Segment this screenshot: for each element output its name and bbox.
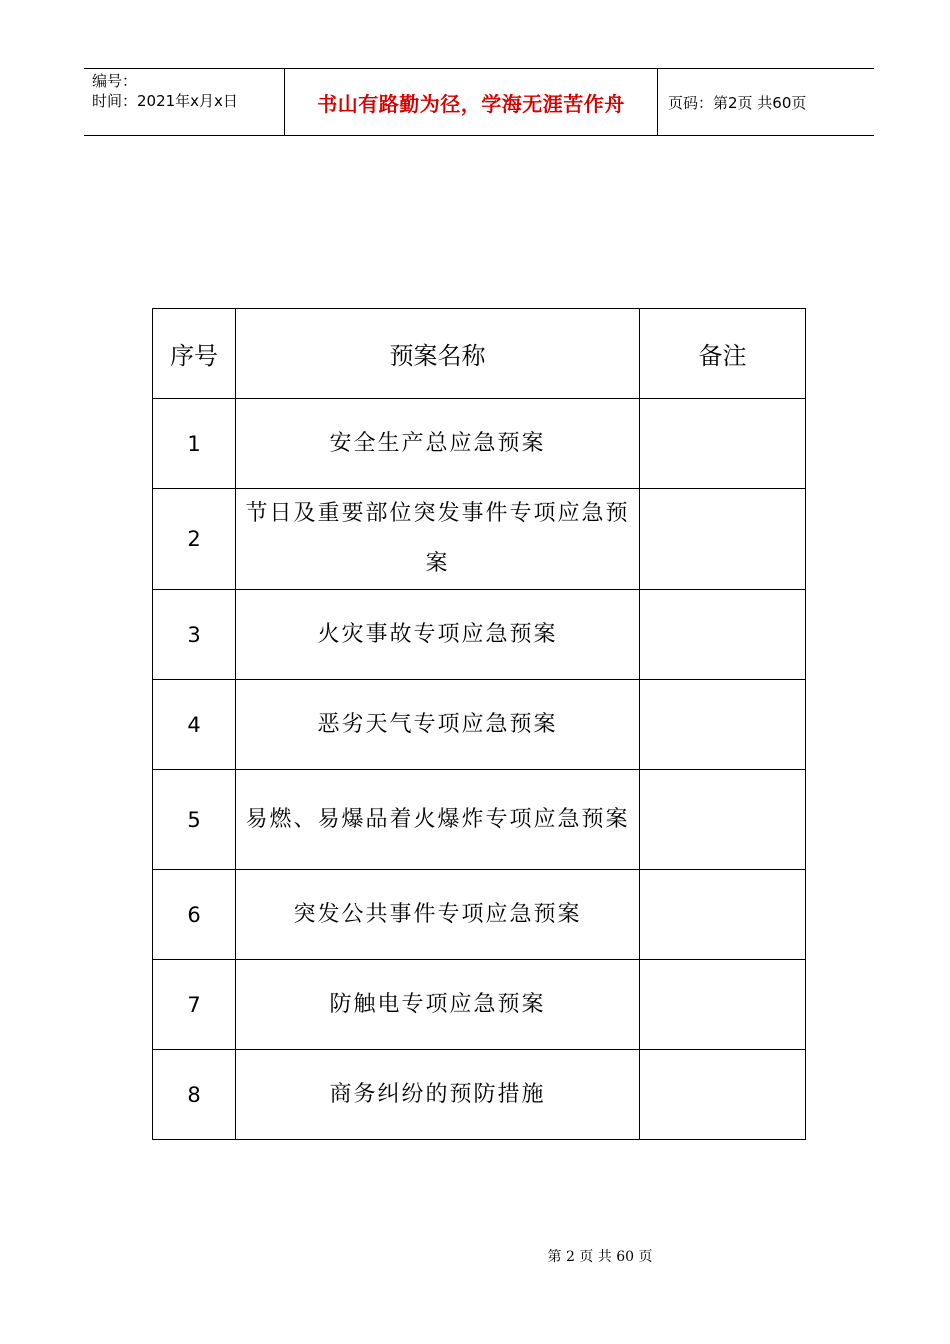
plan-name: 突发公共事件专项应急预案: [236, 870, 640, 960]
page-footer: 第 2 页 共 60 页: [547, 1249, 653, 1265]
row-number: 2: [153, 489, 236, 590]
table-row: [153, 1050, 806, 1140]
plan-note: [640, 770, 806, 870]
table-row: [153, 680, 806, 770]
plan-note: [640, 399, 806, 489]
plan-note: [640, 960, 806, 1050]
plan-name: 火灾事故专项应急预案: [236, 590, 640, 680]
plan-table: [152, 308, 806, 1140]
time-label: 时间：2021年x月x日: [92, 92, 238, 110]
plan-name: 防触电专项应急预案: [236, 960, 640, 1050]
row-number: 5: [153, 770, 236, 870]
column-header-number: 序号: [153, 309, 236, 399]
table-row: [153, 399, 806, 489]
plan-name: 节日及重要部位突发事件专项应急预案: [236, 489, 640, 590]
plan-name: 安全生产总应急预案: [236, 399, 640, 489]
table-row: [153, 960, 806, 1050]
table-row: [153, 590, 806, 680]
column-header-name: 预案名称: [236, 309, 640, 399]
plan-note: [640, 680, 806, 770]
row-number: 7: [153, 960, 236, 1050]
page-header: [84, 68, 874, 136]
row-number: 4: [153, 680, 236, 770]
row-number: 1: [153, 399, 236, 489]
table-row: [153, 770, 806, 870]
row-number: 3: [153, 590, 236, 680]
plan-note: [640, 590, 806, 680]
plan-note: [640, 489, 806, 590]
table-row: [153, 870, 806, 960]
row-number: 8: [153, 1050, 236, 1140]
table-row: [153, 489, 806, 590]
row-number: 6: [153, 870, 236, 960]
header-page-info: 页码：第2页 共60页: [668, 93, 807, 112]
plan-note: [640, 1050, 806, 1140]
plan-note: [640, 870, 806, 960]
plan-name: 商务纠纷的预防措施: [236, 1050, 640, 1140]
table-header-row: [153, 309, 806, 399]
column-header-note: 备注: [640, 309, 806, 399]
plan-name: 易燃、易爆品着火爆炸专项应急预案: [236, 770, 640, 870]
header-motto: 书山有路勤为径，学海无涯苦作舟: [284, 69, 658, 135]
header-meta: [92, 71, 282, 111]
plan-name: 恶劣天气专项应急预案: [236, 680, 640, 770]
number-label: 编号：: [92, 72, 138, 90]
